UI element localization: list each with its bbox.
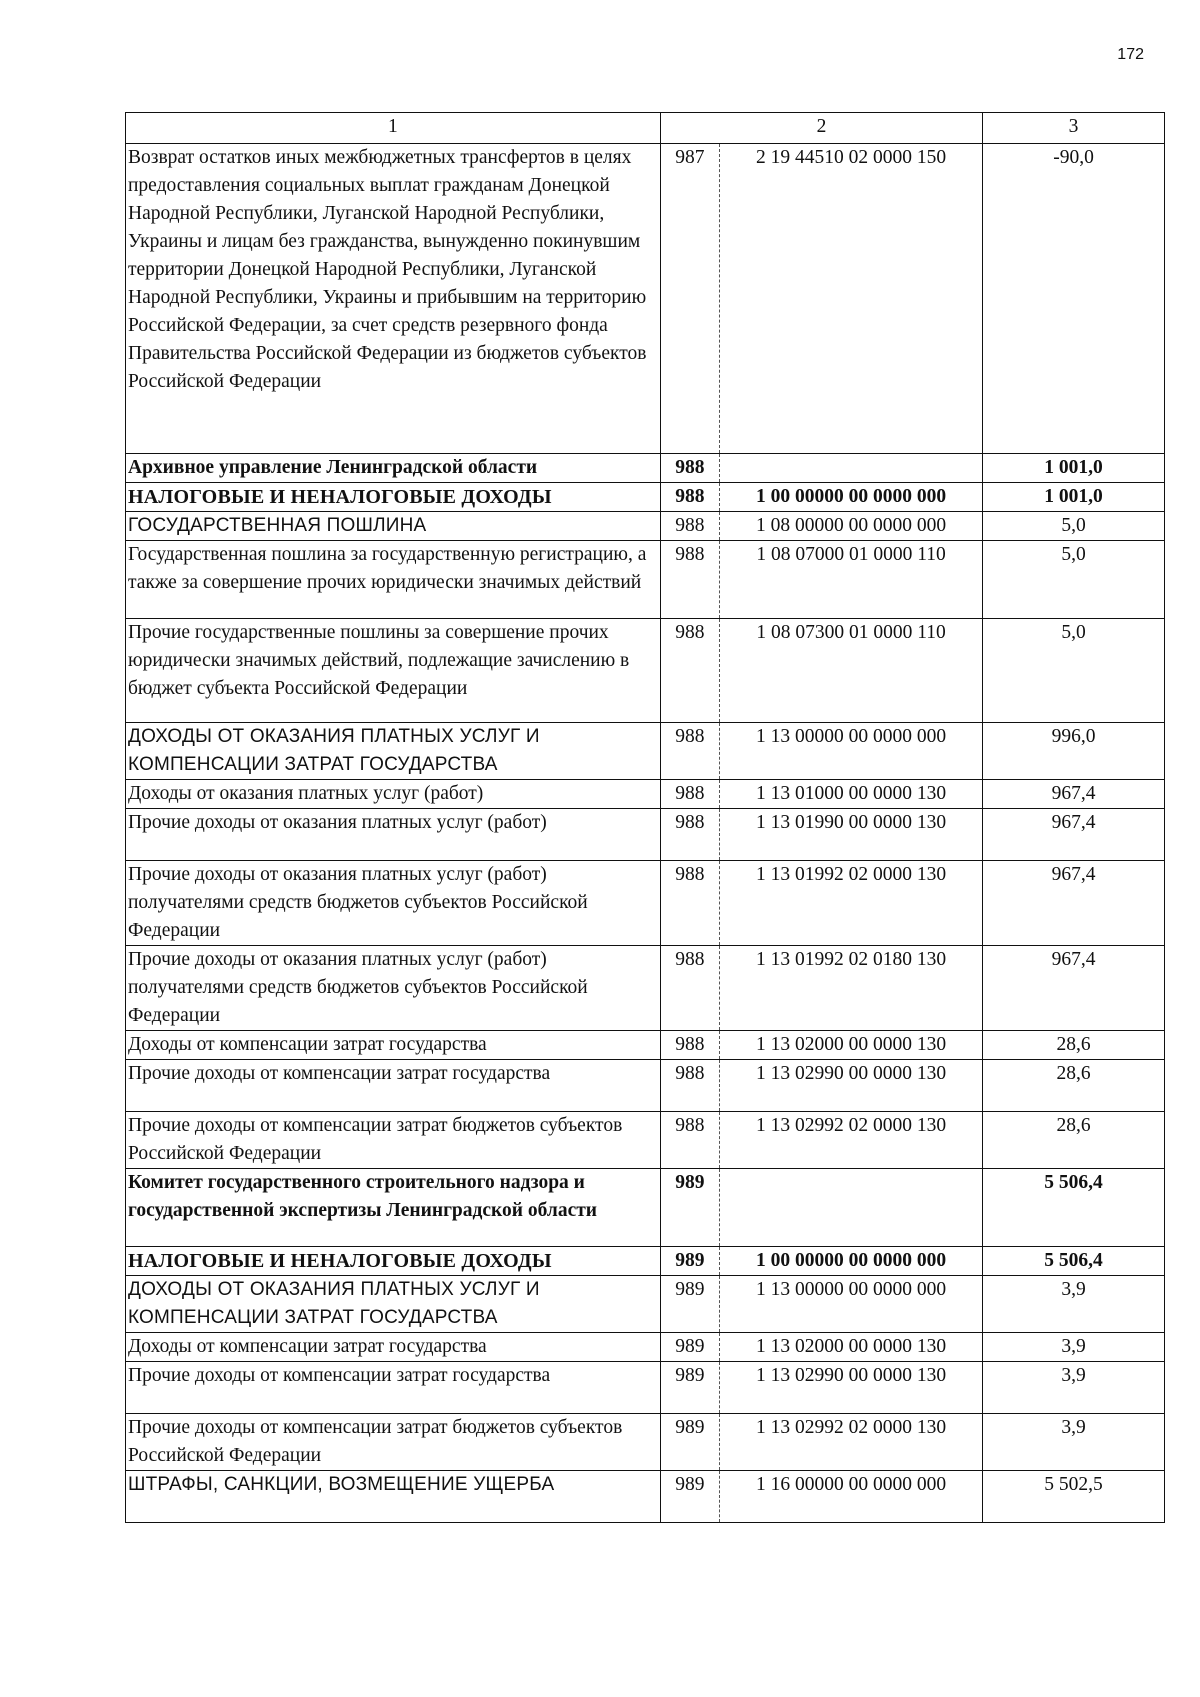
table-row [126,1060,1165,1112]
row-admin-code-cell: 988 [660,861,719,946]
row-name-cell: Возврат остатков иных межбюджетных трансфертов в целях предоставления социальных выплат гражданам Донецкой Народной Республики, Луганской Народной Республики, Украины и лицам без гражданства, вынужденно покинувшим территории Донецкой Народной Республики, Луганской Народной Республики, Украины и прибывшим на территорию Российской Федерации, за счет средств резервного фонда Правительства Российской Федерации из бюджетов субъектов Российской Федерации [126,144,661,454]
row-name-cell: Комитет государственного строительного надзора и государственной экспертизы Ленинградской области [126,1169,661,1247]
row-name-cell: ШТРАФЫ, САНКЦИИ, ВОЗМЕЩЕНИЕ УЩЕРБА [126,1471,661,1523]
row-amount-cell: 1 001,0 [983,483,1165,512]
row-admin-code-cell: 989 [660,1247,719,1276]
row-name-cell: НАЛОГОВЫЕ И НЕНАЛОГОВЫЕ ДОХОДЫ [126,1247,661,1276]
row-amount-cell: 28,6 [983,1112,1165,1169]
row-name-cell: Прочие доходы от компенсации затрат бюджетов субъектов Российской Федерации [126,1112,661,1169]
row-budget-code-cell: 1 13 01992 02 0000 130 [720,861,983,946]
row-name-cell: Прочие доходы от компенсации затрат бюджетов субъектов Российской Федерации [126,1414,661,1471]
row-name-cell: Прочие доходы от компенсации затрат государства [126,1362,661,1414]
row-budget-code-cell: 1 13 00000 00 0000 000 [720,1276,983,1333]
row-amount-cell: 967,4 [983,861,1165,946]
row-amount-cell: 5 506,4 [983,1169,1165,1247]
column-header-1: 1 [126,113,661,144]
row-admin-code-cell: 988 [660,780,719,809]
row-budget-code-cell [720,1169,983,1247]
table-row [126,1362,1165,1414]
row-amount-cell: 967,4 [983,809,1165,861]
row-budget-code-cell: 1 13 02990 00 0000 130 [720,1362,983,1414]
row-admin-code-cell: 988 [660,541,719,619]
row-admin-code-cell: 988 [660,946,719,1031]
row-name-cell: НАЛОГОВЫЕ И НЕНАЛОГОВЫЕ ДОХОДЫ [126,483,661,512]
row-budget-code-cell: 1 13 01992 02 0180 130 [720,946,983,1031]
row-name-cell: Доходы от компенсации затрат государства [126,1333,661,1362]
row-admin-code-cell: 989 [660,1471,719,1523]
row-amount-cell: -90,0 [983,144,1165,454]
row-amount-cell: 996,0 [983,723,1165,780]
column-header-2: 2 [660,113,982,144]
row-amount-cell: 5 506,4 [983,1247,1165,1276]
row-name-cell: Доходы от оказания платных услуг (работ) [126,780,661,809]
table-row [126,809,1165,861]
table-row [126,1414,1165,1471]
table-row [126,512,1165,541]
row-admin-code-cell: 988 [660,454,719,483]
table-row [126,1471,1165,1523]
row-amount-cell: 3,9 [983,1276,1165,1333]
column-header-3: 3 [983,113,1165,144]
table-row [126,454,1165,483]
row-admin-code-cell: 989 [660,1276,719,1333]
row-amount-cell: 5,0 [983,512,1165,541]
table-row [126,1333,1165,1362]
row-amount-cell: 3,9 [983,1414,1165,1471]
row-admin-code-cell: 988 [660,512,719,541]
row-amount-cell: 28,6 [983,1031,1165,1060]
table-body [126,113,1165,1523]
row-admin-code-cell: 988 [660,723,719,780]
row-budget-code-cell: 1 08 07000 01 0000 110 [720,541,983,619]
row-budget-code-cell: 1 08 07300 01 0000 110 [720,619,983,723]
row-budget-code-cell: 2 19 44510 02 0000 150 [720,144,983,454]
row-budget-code-cell [720,454,983,483]
row-admin-code-cell: 989 [660,1362,719,1414]
row-admin-code-cell: 988 [660,809,719,861]
row-name-cell: Государственная пошлина за государственную регистрацию, а также за совершение прочих юридически значимых действий [126,541,661,619]
row-amount-cell: 1 001,0 [983,454,1165,483]
row-budget-code-cell: 1 08 00000 00 0000 000 [720,512,983,541]
row-budget-code-cell: 1 13 01000 00 0000 130 [720,780,983,809]
table-row [126,946,1165,1031]
table-row [126,144,1165,454]
table-row [126,1112,1165,1169]
row-admin-code-cell: 988 [660,483,719,512]
row-name-cell: Прочие доходы от оказания платных услуг (работ) получателями средств бюджетов субъектов Российской Федерации [126,946,661,1031]
row-budget-code-cell: 1 00 00000 00 0000 000 [720,1247,983,1276]
row-budget-code-cell: 1 13 02000 00 0000 130 [720,1031,983,1060]
row-amount-cell: 5,0 [983,541,1165,619]
row-name-cell: ГОСУДАРСТВЕННАЯ ПОШЛИНА [126,512,661,541]
row-amount-cell: 5 502,5 [983,1471,1165,1523]
row-budget-code-cell: 1 16 00000 00 0000 000 [720,1471,983,1523]
row-name-cell: ДОХОДЫ ОТ ОКАЗАНИЯ ПЛАТНЫХ УСЛУГ И КОМПЕНСАЦИИ ЗАТРАТ ГОСУДАРСТВА [126,1276,661,1333]
row-admin-code-cell: 987 [660,144,719,454]
row-amount-cell: 3,9 [983,1333,1165,1362]
row-amount-cell: 5,0 [983,619,1165,723]
table-row [126,1247,1165,1276]
row-name-cell: Прочие доходы от оказания платных услуг (работ) [126,809,661,861]
row-admin-code-cell: 988 [660,619,719,723]
row-admin-code-cell: 989 [660,1169,719,1247]
table-row [126,780,1165,809]
table-header-row [126,113,1165,144]
row-name-cell: Архивное управление Ленинградской области [126,454,661,483]
page-number: 172 [1117,46,1144,63]
revenue-table [125,112,1165,1523]
row-budget-code-cell: 1 13 00000 00 0000 000 [720,723,983,780]
row-name-cell: Прочие государственные пошлины за совершение прочих юридически значимых действий, подлежащие зачислению в бюджет субъекта Российской Федерации [126,619,661,723]
table-row [126,619,1165,723]
table-row [126,1031,1165,1060]
row-name-cell: Прочие доходы от оказания платных услуг (работ) получателями средств бюджетов субъектов Российской Федерации [126,861,661,946]
row-budget-code-cell: 1 13 02000 00 0000 130 [720,1333,983,1362]
row-budget-code-cell: 1 13 02990 00 0000 130 [720,1060,983,1112]
table-row [126,1276,1165,1333]
row-admin-code-cell: 989 [660,1333,719,1362]
row-amount-cell: 967,4 [983,780,1165,809]
row-budget-code-cell: 1 13 02992 02 0000 130 [720,1414,983,1471]
row-budget-code-cell: 1 00 00000 00 0000 000 [720,483,983,512]
row-admin-code-cell: 989 [660,1414,719,1471]
row-name-cell: Прочие доходы от компенсации затрат государства [126,1060,661,1112]
table-row [126,723,1165,780]
table-row [126,1169,1165,1247]
row-admin-code-cell: 988 [660,1060,719,1112]
table-row [126,861,1165,946]
row-amount-cell: 967,4 [983,946,1165,1031]
row-admin-code-cell: 988 [660,1031,719,1060]
table-row [126,541,1165,619]
row-amount-cell: 28,6 [983,1060,1165,1112]
row-admin-code-cell: 988 [660,1112,719,1169]
table-row [126,483,1165,512]
row-budget-code-cell: 1 13 01990 00 0000 130 [720,809,983,861]
row-budget-code-cell: 1 13 02992 02 0000 130 [720,1112,983,1169]
row-amount-cell: 3,9 [983,1362,1165,1414]
row-name-cell: Доходы от компенсации затрат государства [126,1031,661,1060]
row-name-cell: ДОХОДЫ ОТ ОКАЗАНИЯ ПЛАТНЫХ УСЛУГ И КОМПЕНСАЦИИ ЗАТРАТ ГОСУДАРСТВА [126,723,661,780]
